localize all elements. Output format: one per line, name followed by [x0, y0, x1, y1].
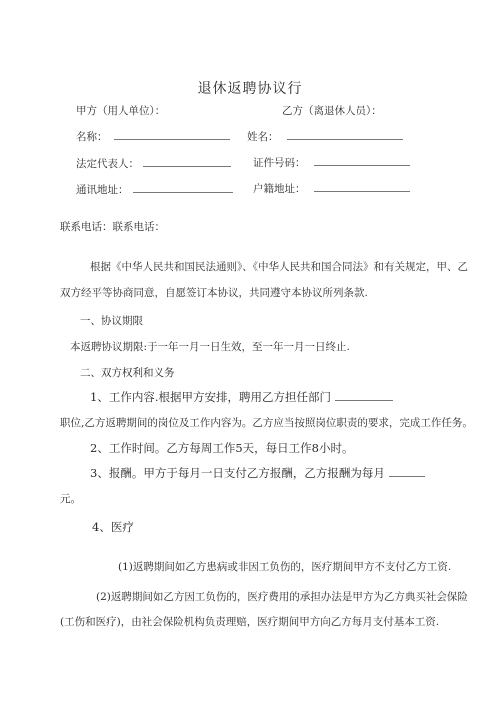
contact-line: 联系电话：联系电话：	[60, 221, 165, 233]
item-3-line-1	[90, 465, 425, 481]
party-b-name-row	[247, 129, 403, 144]
party-b-household-row	[253, 181, 410, 196]
party-a-address-field[interactable]	[133, 182, 233, 193]
party-b-household-field[interactable]	[314, 181, 410, 192]
party-a-legal-rep-row	[76, 156, 231, 171]
party-b-name-label: 姓名：	[247, 131, 279, 143]
party-a-name-row	[76, 129, 230, 144]
party-a-address-row	[76, 182, 233, 197]
party-a-legal-rep-field[interactable]	[143, 156, 231, 167]
item-1-line-2: 职位,乙方返聘期间的岗位及工作内容为。乙方应当按照岗位职责的要求，完成工作任务。	[60, 417, 473, 429]
intro-line-1: 根据《中华人民共和国民法通则》、《中华人民共和国合同法》和有关规定，甲、乙	[90, 261, 468, 273]
item-3-text: 3、报酬。甲方于每月一日支付乙方报酬，乙方报酬为每月	[90, 466, 385, 480]
medical-clause-1: (1)返聘期间如乙方患病或非因工负伤的，医疗期间甲方不支付乙方工资.	[118, 561, 452, 573]
intro-line-2: 双方经平等协商同意，自愿签订本协议，共同遵守本协议所列条款.	[60, 287, 368, 299]
party-b-header: 乙方（离退休人员）：	[282, 105, 382, 117]
party-a-address-label: 通讯地址：	[76, 184, 129, 196]
document-title: 退休返聘协议行	[197, 81, 303, 97]
section-2-heading: 二、双方权利和义务	[80, 367, 175, 379]
section-1-text: 本返聘协议期限:于一年一月一日生效，至一年一月一日终止.	[70, 341, 350, 353]
party-b-household-label: 户籍地址：	[253, 183, 306, 195]
salary-field[interactable]	[389, 467, 425, 477]
item-1-line-1	[90, 389, 393, 405]
party-a-header: 甲方（用人单位）：	[76, 105, 166, 117]
party-b-id-row	[253, 155, 410, 170]
item-2: 2、工作时间。乙方每周工作5天，每日工作8小时。	[90, 441, 354, 455]
section-1-heading: 一、协议期限	[80, 315, 143, 327]
party-b-id-field[interactable]	[314, 155, 410, 166]
party-a-name-field[interactable]	[114, 129, 230, 140]
item-1-text: 1、工作内容.根据甲方安排，聘用乙方担任部门	[90, 390, 331, 404]
party-a-name-label: 名称：	[76, 131, 108, 143]
medical-clause-2-line-2: (工伤和医疗)，由社会保险机构负责理赔，医疗期间甲方向乙方每月支付基本工资.	[60, 616, 440, 628]
medical-clause-2-line-1: (2)返聘期间如乙方因工负伤的，医疗费用的承担办法是甲方为乙方典买社会保险	[96, 591, 468, 603]
department-field[interactable]	[335, 391, 393, 401]
party-b-id-label: 证件号码：	[253, 157, 306, 169]
party-a-legal-rep-label: 法定代表人：	[76, 158, 139, 170]
item-3-line-2: 元。	[60, 493, 81, 505]
item-4-heading: 4、医疗	[92, 520, 134, 534]
party-b-name-field[interactable]	[287, 129, 403, 140]
